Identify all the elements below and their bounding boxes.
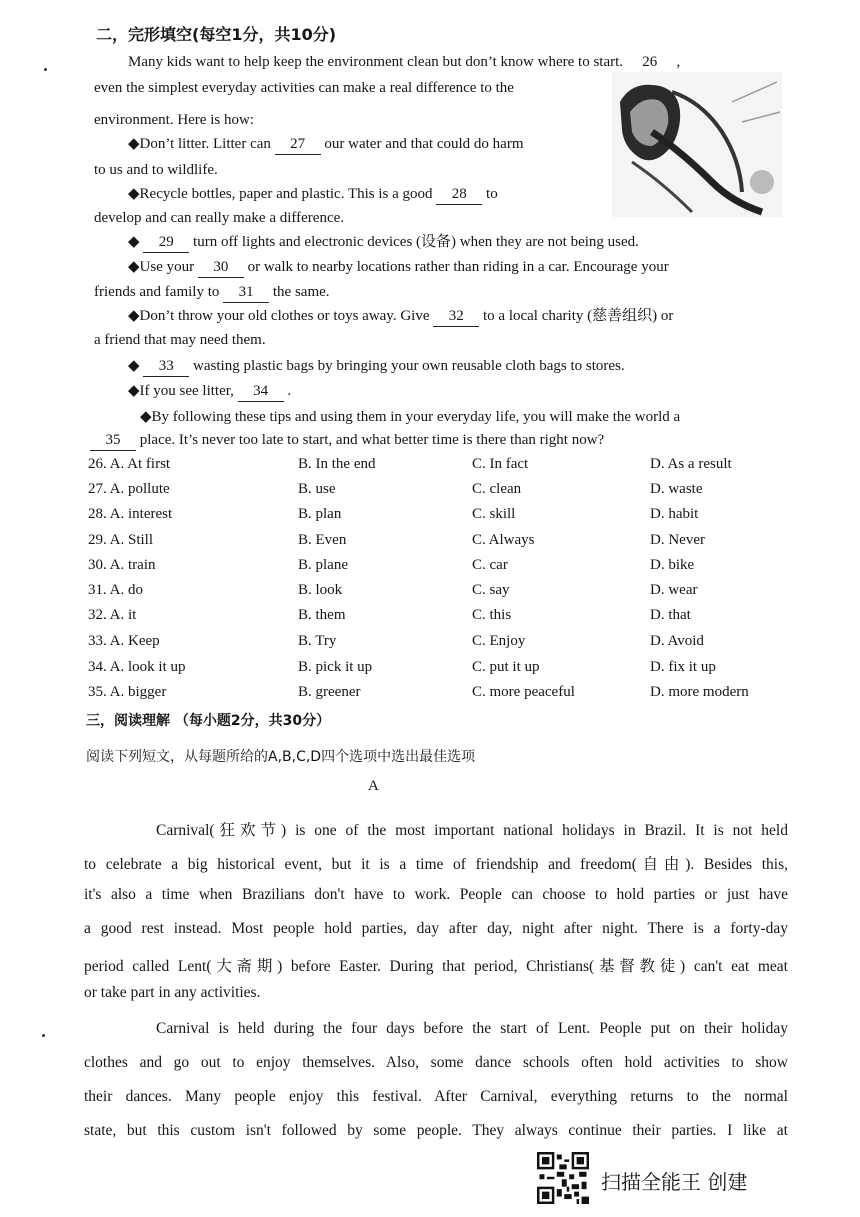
question-option-a[interactable]: 30. A. train [88, 557, 156, 573]
cloze-blank[interactable]: 31 [223, 282, 269, 303]
scanner-watermark [537, 1150, 837, 1210]
question-option[interactable]: C. car [472, 557, 508, 573]
cloze-text: friends and family to [94, 284, 220, 300]
cloze-text: , [676, 54, 681, 70]
cloze-text: ◆Recycle bottles, paper and plastic. This is a good [128, 186, 433, 202]
question-option[interactable]: D. that [650, 607, 691, 623]
cloze-text: the same. [272, 284, 330, 300]
cloze-text: ◆If you see litter, [128, 383, 234, 399]
question-option[interactable]: B. In the end [298, 456, 376, 472]
question-option[interactable]: D. As a result [650, 456, 732, 472]
cloze-text: environment. Here is how: [94, 112, 254, 128]
passage-label: A [368, 778, 379, 794]
question-options-row [0, 456, 860, 480]
cloze-line [94, 330, 266, 350]
qr-code-icon [537, 1152, 589, 1204]
question-option-a[interactable]: 27. A. pollute [88, 481, 170, 497]
reading-line: it's also a time when Brazilians don't have to work. People can choose to hold parties or just have [84, 886, 788, 903]
cloze-line [94, 160, 218, 180]
question-option[interactable]: C. put it up [472, 659, 540, 675]
scanner-watermark-text: 扫描全能王 创建 [601, 1170, 748, 1194]
question-option[interactable]: C. say [472, 582, 510, 598]
cloze-line [94, 282, 330, 303]
question-option[interactable]: B. use [298, 481, 336, 497]
passage-photo [612, 72, 782, 217]
reading-line: state, but this custom isn't followed by some people. They always continue their parties. I like at [84, 1122, 788, 1139]
cloze-blank[interactable]: 29 [143, 232, 189, 253]
cloze-blank[interactable]: 32 [433, 306, 479, 327]
section-2-title: 二，完形填空(每空1分，共10分) [96, 25, 337, 44]
question-option[interactable]: B. them [298, 607, 346, 623]
question-option[interactable]: B. greener [298, 684, 361, 700]
cloze-blank[interactable]: 26 [627, 52, 673, 73]
question-option[interactable]: C. more peaceful [472, 684, 575, 700]
cloze-text: ◆Don’t throw your old clothes or toys away. Give [128, 308, 430, 324]
cloze-line [128, 306, 673, 327]
question-option[interactable]: D. fix it up [650, 659, 716, 675]
question-option-a[interactable]: 33. A. Keep [88, 633, 160, 649]
cloze-line [94, 208, 344, 228]
section-3-title: 三，阅读理解 （每小题2分，共30分） [86, 713, 331, 729]
question-option[interactable]: B. pick it up [298, 659, 373, 675]
cloze-text: to [486, 186, 498, 202]
cloze-text: ◆ [128, 234, 140, 250]
question-option[interactable]: B. plan [298, 506, 342, 522]
question-options-row [0, 582, 860, 606]
cloze-text: ◆ [128, 358, 140, 374]
question-option[interactable]: D. habit [650, 506, 699, 522]
cloze-line [140, 407, 680, 427]
question-option[interactable]: D. more modern [650, 684, 749, 700]
question-option[interactable]: B. Even [298, 532, 347, 548]
cloze-text: ◆Use your [128, 259, 195, 275]
question-options-row [0, 607, 860, 631]
question-option-a[interactable]: 28. A. interest [88, 506, 173, 522]
question-options-row [0, 684, 860, 708]
reading-line: to celebrate a big historical event, but it is a time of friendship and freedom(自由). Besides this, [84, 856, 788, 873]
cloze-blank[interactable]: 35 [90, 430, 136, 451]
reading-line: their dances. Many people enjoy this festival. After Carnival, everything returns to the normal [84, 1088, 788, 1105]
cloze-line [128, 257, 669, 278]
cloze-text: wasting plastic bags by bringing your own reusable cloth bags to stores. [193, 358, 625, 374]
question-option-a[interactable]: 31. A. do [88, 582, 144, 598]
cloze-blank[interactable]: 28 [436, 184, 482, 205]
question-options-row [0, 506, 860, 530]
question-options-row [0, 481, 860, 505]
cloze-text: to us and to wildlife. [94, 162, 218, 178]
question-option[interactable]: C. clean [472, 481, 522, 497]
question-option[interactable]: D. Avoid [650, 633, 704, 649]
cloze-text: ◆By following these tips and using them in your everyday life, you will make the world a [140, 409, 681, 425]
cloze-line [128, 52, 680, 73]
question-options-row [0, 633, 860, 657]
scan-speck [44, 68, 47, 71]
cloze-blank[interactable]: 34 [238, 381, 284, 402]
cloze-text: place. It’s never too late to start, and what better time is there than right now? [139, 432, 605, 448]
cloze-line [128, 134, 524, 155]
question-option-a[interactable]: 32. A. it [88, 607, 137, 623]
cloze-text: . [287, 383, 292, 399]
reading-line: or take part in any activities. [84, 984, 261, 1001]
question-options-row [0, 532, 860, 556]
question-option-a[interactable]: 34. A. look it up [88, 659, 186, 675]
cloze-text: to a local charity (慈善组织) or [483, 308, 674, 324]
cloze-text: turn off lights and electronic devices (设备) when they are not being used. [193, 234, 639, 250]
cloze-text: ◆Don’t litter. Litter can [128, 136, 271, 152]
cloze-line [94, 78, 514, 98]
question-option-a[interactable]: 26. A. At first [88, 456, 171, 472]
question-option[interactable]: C. Enjoy [472, 633, 526, 649]
cloze-line [128, 356, 625, 377]
cloze-text: a friend that may need them. [94, 332, 266, 348]
cloze-text: or walk to nearby locations rather than riding in a car. Encourage your [247, 259, 669, 275]
question-option[interactable]: B. plane [298, 557, 348, 573]
cloze-line [128, 381, 291, 402]
question-option-a[interactable]: 35. A. bigger [88, 684, 167, 700]
cloze-text: our water and that could do harm [324, 136, 524, 152]
reading-line: clothes and go out to enjoy themselves. Also, some dance schools often hold activities to show [84, 1054, 788, 1071]
cloze-line [128, 232, 639, 253]
question-option[interactable]: C. In fact [472, 456, 529, 472]
question-option[interactable]: D. waste [650, 481, 703, 497]
question-options-row [0, 557, 860, 581]
cloze-line [94, 110, 254, 130]
section-3-instruction: 阅读下列短文，从每题所给的A,B,C,D四个选项中选出最佳选项 [86, 749, 476, 765]
reading-line: Carnival(狂欢节) is one of the most important national holidays in Brazil. It is not held [156, 822, 788, 839]
question-option[interactable]: C. skill [472, 506, 516, 522]
question-option[interactable]: C. Always [472, 532, 535, 548]
question-option[interactable]: D. Never [650, 532, 705, 548]
cloze-line [128, 184, 498, 205]
cloze-text: develop and can really make a difference. [94, 210, 345, 226]
question-option[interactable]: B. Try [298, 633, 337, 649]
question-options-row [0, 659, 860, 683]
cloze-blank[interactable]: 33 [143, 356, 189, 377]
question-option[interactable]: C. this [472, 607, 512, 623]
cloze-blank[interactable]: 27 [275, 134, 321, 155]
reading-line: period called Lent(大斋期) before Easter. During that period, Christians(基督教徒) can't eat meat [84, 958, 788, 975]
cloze-text: Many kids want to help keep the environment clean but don’t know where to start. [128, 54, 624, 70]
question-option[interactable]: D. wear [650, 582, 698, 598]
reading-line: a good rest instead. Most people hold parties, day after day, night after night. There is a forty-day [84, 920, 788, 937]
cloze-blank[interactable]: 30 [198, 257, 244, 278]
scan-speck [42, 1034, 45, 1037]
reading-line: Carnival is held during the four days before the start of Lent. People put on their holiday [156, 1020, 788, 1037]
cloze-line [90, 430, 604, 451]
cloze-text: even the simplest everyday activities can make a real difference to the [94, 80, 514, 96]
question-option-a[interactable]: 29. A. Still [88, 532, 154, 548]
question-option[interactable]: B. look [298, 582, 343, 598]
question-option[interactable]: D. bike [650, 557, 695, 573]
